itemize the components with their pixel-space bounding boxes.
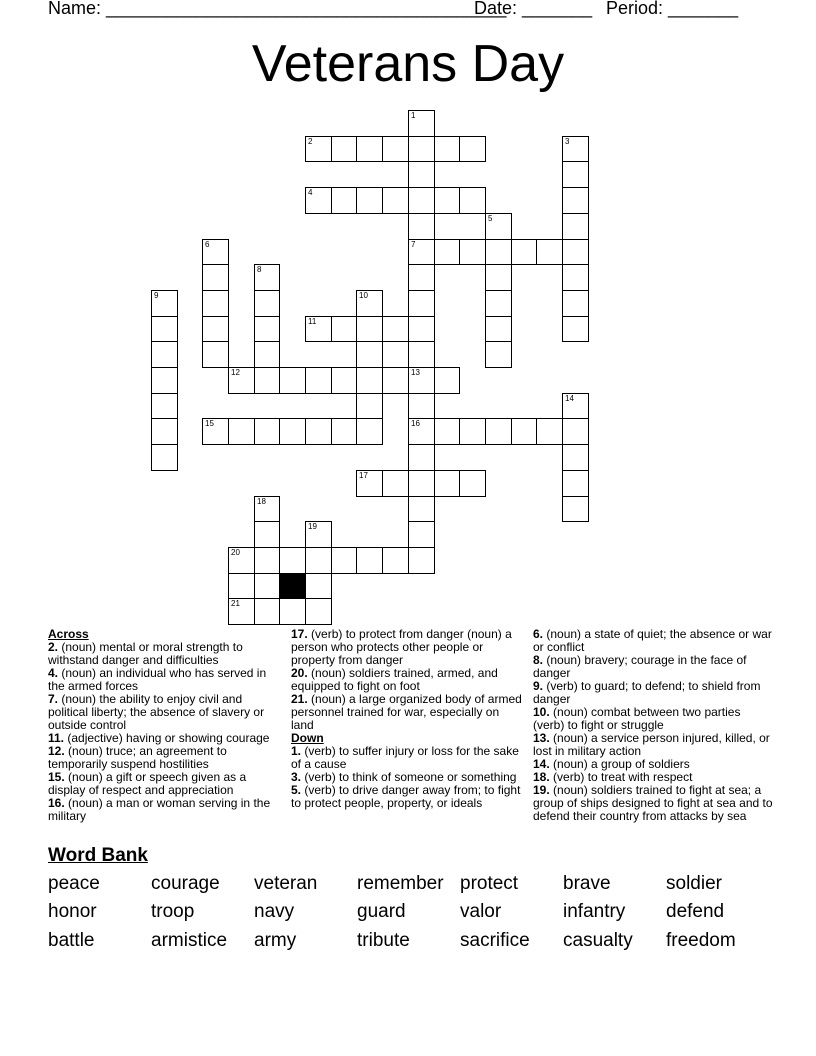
cell-number: 12 [231, 368, 240, 377]
grid-cell[interactable] [331, 418, 357, 445]
clue-across-7: 7. (noun) the ability to enjoy civil and political liberty; the absence of slavery or outside control [48, 692, 265, 732]
grid-cell[interactable] [305, 598, 332, 625]
grid-cell[interactable] [254, 547, 280, 574]
clue-across-15: 15. (noun) a gift or speech given as a display of respect and appreciation [48, 770, 247, 797]
grid-cell[interactable] [202, 264, 229, 291]
clue-across-11: 11. (adjective) having or showing courage [48, 731, 270, 745]
word-bank-title: Word Bank [48, 845, 148, 866]
grid-cell[interactable] [434, 470, 460, 497]
grid-cell[interactable] [459, 187, 486, 214]
grid-cell[interactable] [408, 161, 435, 188]
word-bank-word: troop [151, 901, 195, 922]
grid-cell[interactable] [408, 110, 435, 137]
grid-cell[interactable] [331, 316, 357, 342]
cell-number: 11 [308, 317, 317, 326]
grid-cell[interactable] [562, 239, 589, 265]
clue-down-9: 9. (verb) to guard; to defend; to shield from danger [533, 679, 761, 706]
grid-cell[interactable] [279, 598, 306, 625]
cell-number: 3 [565, 137, 570, 146]
word-bank-word: guard [357, 901, 406, 922]
cell-number: 20 [231, 548, 240, 557]
grid-cell[interactable] [459, 239, 486, 265]
grid-cell[interactable] [408, 264, 435, 291]
grid-cell[interactable] [202, 290, 229, 317]
grid-cell[interactable] [562, 187, 589, 214]
word-bank-word: army [254, 930, 297, 951]
word-bank-word: sacrifice [460, 930, 530, 951]
grid-cell[interactable] [408, 187, 435, 214]
grid-cell[interactable] [151, 444, 178, 471]
grid-cell[interactable] [562, 444, 589, 471]
word-bank-word: battle [48, 930, 95, 951]
grid-cell[interactable] [434, 136, 460, 162]
grid-cell[interactable] [228, 573, 255, 599]
grid-cell[interactable] [408, 444, 435, 471]
grid-cell[interactable] [382, 367, 409, 394]
grid-cell[interactable] [305, 316, 332, 342]
grid-cell[interactable] [279, 547, 306, 574]
grid-cell[interactable] [562, 316, 589, 342]
word-bank-word: veteran [254, 873, 318, 894]
grid-cell[interactable] [254, 521, 280, 548]
cell-number: 1 [411, 111, 416, 120]
name-field-label: Name: ________________________________________ [48, 0, 507, 18]
grid-cell[interactable] [151, 341, 178, 368]
cell-number: 6 [205, 240, 210, 249]
cell-number: 7 [411, 240, 416, 249]
word-bank-word: infantry [563, 901, 626, 922]
cell-number: 16 [411, 419, 420, 428]
grid-cell[interactable] [434, 418, 460, 445]
grid-cell[interactable] [562, 418, 589, 445]
grid-cell[interactable] [408, 213, 435, 240]
cell-number: 8 [257, 265, 262, 274]
word-bank-word: navy [254, 901, 295, 922]
cell-number: 18 [257, 497, 266, 506]
word-bank-word: courage [151, 873, 220, 894]
grid-cell[interactable] [305, 367, 332, 394]
grid-cell[interactable] [536, 418, 563, 445]
word-bank-word: defend [666, 901, 725, 922]
clue-column-2 [291, 628, 525, 810]
grid-cell[interactable] [408, 136, 435, 162]
grid-cell[interactable] [408, 521, 435, 548]
clue-down-8: 8. (noun) bravery; courage in the face of danger [533, 653, 747, 680]
cell-number: 9 [154, 291, 159, 300]
cell-number: 15 [205, 419, 214, 428]
grid-cell[interactable] [434, 239, 460, 265]
grid-cell[interactable] [382, 547, 409, 574]
date-field-label: Date: _______ [474, 0, 593, 18]
grid-cell[interactable] [356, 290, 383, 317]
period-field-label: Period: _______ [606, 0, 739, 18]
grid-cell[interactable] [356, 418, 383, 445]
cell-number: 2 [308, 137, 313, 146]
clue-across-20: 20. (noun) soldiers trained, armed, and equipped to fight on foot [291, 666, 498, 693]
grid-cell[interactable] [279, 367, 306, 394]
cell-number: 14 [565, 394, 574, 403]
grid-cell[interactable] [356, 316, 383, 342]
clue-across-21: 21. (noun) a large organized body of armed personnel trained for war, especially on land [291, 692, 522, 732]
across-heading: Across [48, 627, 89, 641]
grid-cell[interactable] [408, 496, 435, 522]
grid-cell[interactable] [305, 521, 332, 548]
grid-cell[interactable] [485, 418, 512, 445]
clue-down-6: 6. (noun) a state of quiet; the absence or war or conflict [533, 627, 772, 654]
cell-number: 19 [308, 522, 317, 531]
grid-cell[interactable] [511, 418, 537, 445]
grid-cell[interactable] [382, 187, 409, 214]
grid-cell[interactable] [356, 187, 383, 214]
grid-cell[interactable] [382, 136, 409, 162]
grid-cell[interactable] [459, 470, 486, 497]
down-heading: Down [291, 731, 324, 745]
grid-cell[interactable] [434, 367, 460, 394]
grid-cell[interactable] [485, 290, 512, 317]
cell-number: 5 [488, 214, 493, 223]
grid-cell[interactable] [485, 264, 512, 291]
cell-number: 13 [411, 368, 420, 377]
grid-cell[interactable] [202, 418, 229, 445]
grid-cell[interactable] [254, 341, 280, 368]
grid-cell[interactable] [408, 393, 435, 419]
grid-cell[interactable] [356, 547, 383, 574]
grid-cell[interactable] [331, 367, 357, 394]
grid-cell[interactable] [151, 418, 178, 445]
word-bank-word: tribute [357, 930, 410, 951]
clue-across-17: 17. (verb) to protect from danger (noun) a person who protects other people or property from danger [291, 627, 512, 667]
cell-number: 21 [231, 599, 240, 608]
grid-cell[interactable] [434, 187, 460, 214]
grid-cell[interactable] [254, 264, 280, 291]
grid-cell[interactable] [228, 547, 255, 574]
word-bank-word: soldier [666, 873, 722, 894]
grid-cell[interactable] [254, 573, 280, 599]
grid-cell[interactable] [151, 393, 178, 419]
grid-cell[interactable] [254, 496, 280, 522]
grid-cell[interactable] [202, 316, 229, 342]
grid-cell[interactable] [202, 341, 229, 368]
word-bank-word: protect [460, 873, 519, 894]
clue-across-12: 12. (noun) truce; an agreement to temporarily suspend hostilities [48, 744, 227, 771]
clue-down-13: 13. (noun) a service person injured, killed, or lost in military action [533, 731, 770, 758]
grid-cell[interactable] [485, 213, 512, 240]
grid-cell[interactable] [305, 187, 332, 214]
grid-cell[interactable] [562, 213, 589, 240]
grid-cell[interactable] [228, 418, 255, 445]
clue-across-2: 2. (noun) mental or moral strength to withstand danger and difficulties [48, 640, 243, 667]
word-bank-word: valor [460, 901, 502, 922]
cell-number: 17 [359, 471, 368, 480]
grid-cell[interactable] [408, 316, 435, 342]
grid-cell[interactable] [562, 161, 589, 188]
grid-cell[interactable] [562, 136, 589, 162]
grid-cell[interactable] [305, 136, 332, 162]
grid-cell[interactable] [485, 341, 512, 368]
grid-cell[interactable] [382, 316, 409, 342]
grid-cell[interactable] [305, 547, 332, 574]
clue-column-3 [533, 628, 773, 823]
grid-cell[interactable] [562, 393, 589, 419]
word-bank-word: brave [563, 873, 611, 894]
grid-cell[interactable] [151, 316, 178, 342]
grid-cell[interactable] [356, 136, 383, 162]
clue-down-1: 1. (verb) to suffer injury or loss for the sake of a cause [291, 744, 519, 771]
grid-cell[interactable] [408, 341, 435, 368]
grid-cell[interactable] [228, 367, 255, 394]
grid-cell[interactable] [254, 316, 280, 342]
grid-cell[interactable] [254, 418, 280, 445]
grid-cell[interactable] [331, 187, 357, 214]
cell-number: 10 [359, 291, 368, 300]
grid-cell[interactable] [228, 598, 255, 625]
grid-cell[interactable] [536, 239, 563, 265]
grid-cell[interactable] [408, 367, 435, 394]
clue-across-16: 16. (noun) a man or woman serving in the military [48, 796, 271, 823]
grid-cell[interactable] [331, 136, 357, 162]
grid-cell[interactable] [254, 598, 280, 625]
word-bank-word: freedom [666, 930, 736, 951]
grid-cell[interactable] [356, 341, 383, 368]
grid-cell[interactable] [562, 496, 589, 522]
grid-cell[interactable] [254, 290, 280, 317]
grid-cell[interactable] [408, 547, 435, 574]
grid-cell[interactable] [254, 367, 280, 394]
grid-cell[interactable] [562, 470, 589, 497]
grid-cell[interactable] [305, 418, 332, 445]
grid-cell[interactable] [562, 290, 589, 317]
grid-cell[interactable] [356, 470, 383, 497]
clue-column-1 [48, 628, 280, 823]
clue-down-3: 3. (verb) to think of someone or something [291, 770, 517, 784]
word-bank-word: armistice [151, 930, 228, 951]
grid-cell[interactable] [485, 316, 512, 342]
grid-cell[interactable] [151, 367, 178, 394]
grid-cell[interactable] [151, 290, 178, 317]
clue-down-5: 5. (verb) to drive danger away from; to fight to protect people, property, or ideals [291, 783, 521, 810]
word-bank-word: peace [48, 873, 100, 894]
black-cell [279, 573, 306, 599]
clue-across-4: 4. (noun) an individual who has served in the armed forces [48, 666, 267, 693]
grid-cell[interactable] [305, 573, 332, 599]
grid-cell[interactable] [408, 239, 435, 265]
grid-cell[interactable] [511, 239, 537, 265]
grid-cell[interactable] [408, 418, 435, 445]
page-title: Veterans Day [251, 35, 565, 93]
grid-cell[interactable] [356, 393, 383, 419]
grid-cell[interactable] [356, 367, 383, 394]
clue-down-14: 14. (noun) a group of soldiers [533, 757, 690, 771]
grid-cell[interactable] [408, 290, 435, 317]
grid-cell[interactable] [331, 547, 357, 574]
grid-cell[interactable] [459, 136, 486, 162]
grid-cell[interactable] [408, 470, 435, 497]
clue-down-10: 10. (noun) combat between two parties (verb) to fight or struggle [533, 705, 741, 732]
grid-cell[interactable] [485, 239, 512, 265]
word-bank-word: remember [357, 873, 444, 894]
grid-cell[interactable] [382, 470, 409, 497]
cell-number: 4 [308, 188, 313, 197]
word-bank-word: casualty [563, 930, 633, 951]
clue-down-18: 18. (verb) to treat with respect [533, 770, 693, 784]
grid-cell[interactable] [459, 418, 486, 445]
clue-down-19: 19. (noun) soldiers trained to fight at sea; a group of ships designed to fight at sea and to defend their country from attacks by sea [533, 783, 773, 823]
grid-cell[interactable] [562, 264, 589, 291]
word-bank-word: honor [48, 901, 97, 922]
grid-cell[interactable] [202, 239, 229, 265]
grid-cell[interactable] [279, 418, 306, 445]
